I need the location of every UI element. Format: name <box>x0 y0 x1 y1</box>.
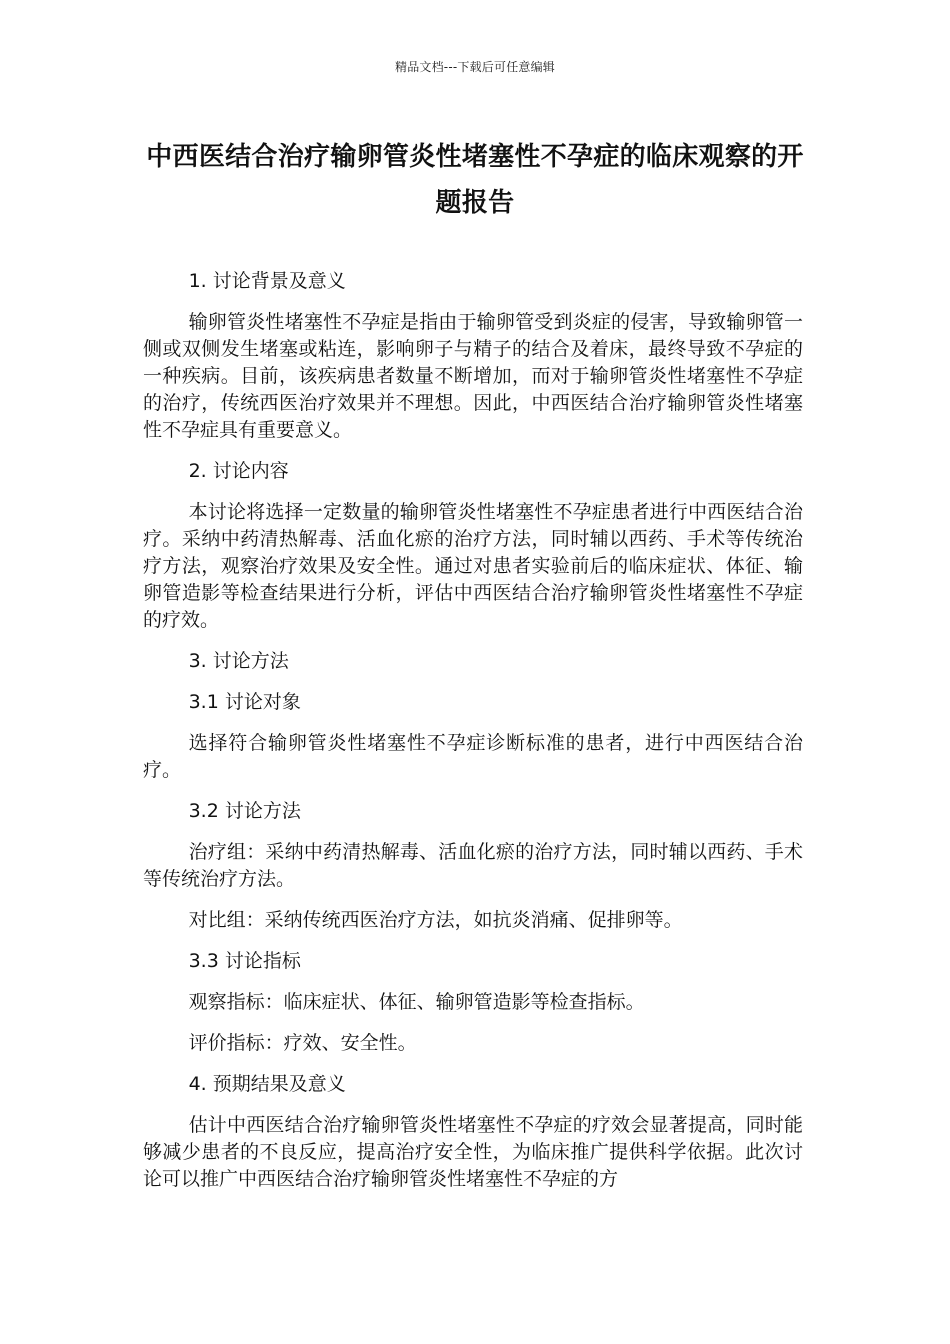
subsection-heading-subjects: 3.1 讨论对象 <box>188 691 301 713</box>
paragraph-treatment-group: 治疗组：采纳中药清热解毒、活血化瘀的治疗方法，同时辅以西药、手术等传统治疗方法。 <box>143 841 803 890</box>
paragraph-content: 本讨论将选择一定数量的输卵管炎性堵塞性不孕症患者进行中西医结合治疗。采纳中药清热解毒、活血化瘀的治疗方法，同时辅以西药、手术等传统治疗方法，观察治疗效果及安全性。通过对患者实验前后的临床症状、体征、输卵管造影等检查结果进行分析，评估中西医结合治疗输卵管炎性堵塞性不孕症的疗效。 <box>143 501 803 631</box>
paragraph-observation-indicators: 观察指标：临床症状、体征、输卵管造影等检查指标。 <box>188 991 645 1013</box>
subsection-heading-method: 3.2 讨论方法 <box>188 800 301 822</box>
document-title: 中西医结合治疗输卵管炎性堵塞性不孕症的临床观察的开题报告 <box>146 142 804 218</box>
paragraph-evaluation-indicators: 评价指标：疗效、安全性。 <box>188 1032 417 1054</box>
paragraph-background: 输卵管炎性堵塞性不孕症是指由于输卵管受到炎症的侵害，导致输卵管一侧或双侧发生堵塞或粘连，影响卵子与精子的结合及着床，最终导致不孕症的一种疾病。目前，该疾病患者数量不断增加，而对于输卵管炎性堵塞性不孕症的治疗，传统西医治疗效果并不理想。因此，中西医结合治疗输卵管炎性堵塞性不孕症具有重要意义。 <box>143 311 803 441</box>
section-heading-content: 2. 讨论内容 <box>188 460 289 482</box>
paragraph-expected: 估计中西医结合治疗输卵管炎性堵塞性不孕症的疗效会显著提高，同时能够减少患者的不良反应，提高治疗安全性，为临床推广提供科学依据。此次讨论可以推广中西医结合治疗输卵管炎性堵塞性不孕症的方 <box>143 1114 803 1190</box>
page-header: 精品文档---下载后可任意编辑 <box>395 60 555 74</box>
paragraph-control-group: 对比组：采纳传统西医治疗方法，如抗炎消痛、促排卵等。 <box>188 909 683 931</box>
paragraph-subjects: 选择符合输卵管炎性堵塞性不孕症诊断标准的患者，进行中西医结合治疗。 <box>143 732 803 781</box>
subsection-heading-indicators: 3.3 讨论指标 <box>188 950 301 972</box>
section-heading-background: 1. 讨论背景及意义 <box>188 270 346 292</box>
section-heading-method: 3. 讨论方法 <box>188 650 289 672</box>
document-body <box>143 268 803 1207</box>
section-heading-expected: 4. 预期结果及意义 <box>188 1073 346 1095</box>
